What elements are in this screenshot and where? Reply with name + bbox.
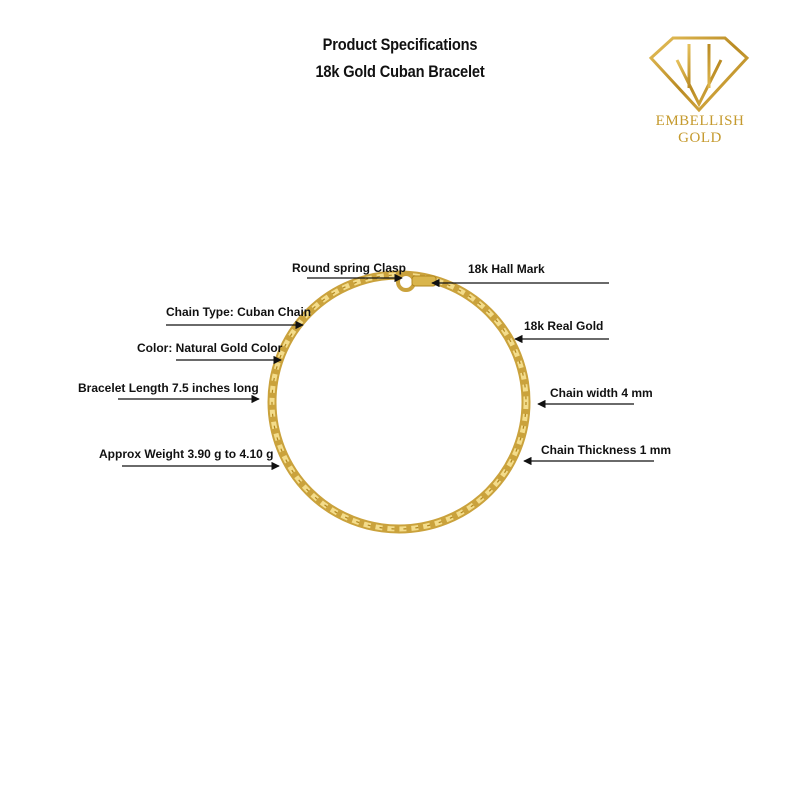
page-title: Product Specifications	[322, 35, 478, 54]
callout-label: Chain Type: Cuban Chain	[166, 305, 312, 319]
callout-label: Bracelet Length 7.5 inches long	[78, 381, 259, 395]
callout-label: Chain width 4 mm	[550, 386, 653, 400]
callout-label: 18k Real Gold	[524, 319, 604, 333]
callout-chain-type	[166, 305, 311, 325]
callout-color	[137, 341, 283, 360]
callout-real-gold	[515, 319, 609, 339]
callout-hallmark	[432, 262, 609, 283]
callout-label: Round spring Clasp	[292, 261, 406, 275]
page-subtitle: 18k Gold Cuban Bracelet	[315, 62, 485, 81]
logo-text: EMBELLISH	[655, 113, 745, 129]
callout-label: 18k Hall Mark	[468, 262, 545, 276]
callout-label: Color: Natural Gold Color	[137, 341, 283, 355]
logo-subtext: GOLD	[678, 130, 722, 146]
callout-weight	[99, 447, 279, 466]
callout-length	[78, 381, 259, 399]
callout-label: Chain Thickness 1 mm	[541, 443, 672, 457]
callout-width	[538, 386, 653, 404]
callout-label: Approx Weight 3.90 g to 4.10 g	[99, 447, 274, 461]
callout-thickness	[524, 443, 671, 461]
